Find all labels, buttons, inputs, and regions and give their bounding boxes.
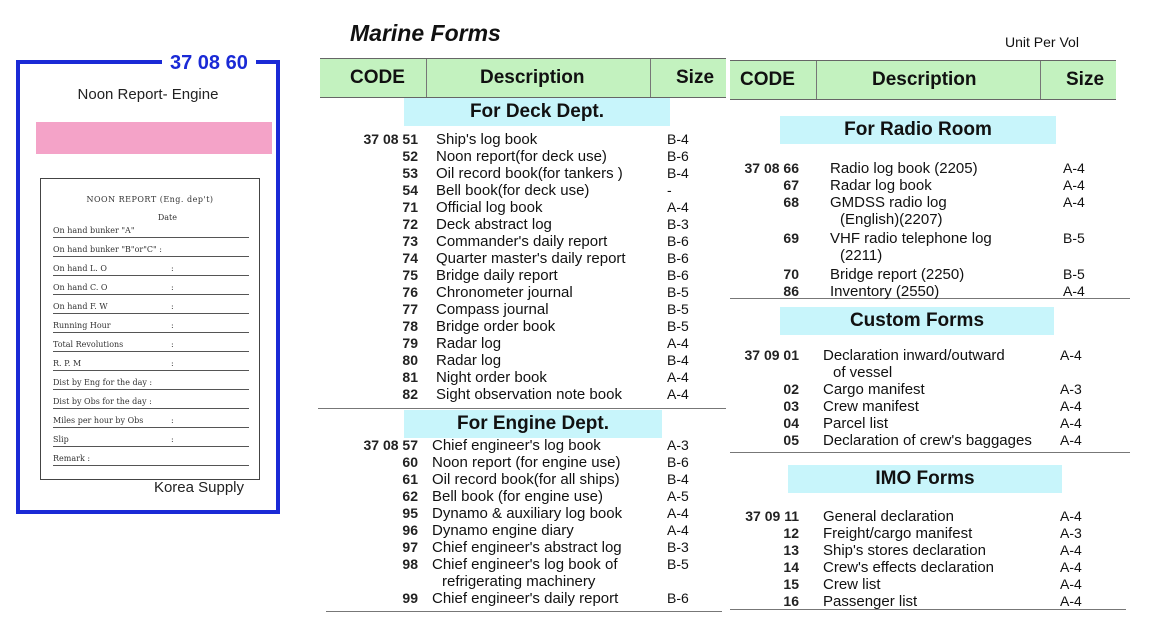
item-code: 74 bbox=[402, 250, 418, 266]
item-code: 53 bbox=[402, 165, 418, 181]
form-preview-row-label: On hand C. O bbox=[53, 283, 108, 292]
item-code: 75 bbox=[402, 267, 418, 283]
item-code: 37 08 51 bbox=[363, 131, 418, 147]
form-preview-row-label: R. P. M bbox=[53, 359, 82, 368]
item-size: A-4 bbox=[667, 505, 689, 521]
form-preview-row bbox=[53, 371, 249, 390]
item-description: Dynamo & auxiliary log book bbox=[432, 505, 623, 522]
form-preview-row bbox=[53, 352, 249, 371]
form-preview-row bbox=[53, 238, 249, 257]
item-description: Declaration inward/outward bbox=[823, 347, 1005, 364]
item-description: Bell book (for engine use) bbox=[432, 488, 603, 505]
item-code: 99 bbox=[402, 590, 418, 606]
form-preview-row-label: Running Hour bbox=[53, 321, 111, 330]
item-code: 54 bbox=[402, 182, 418, 198]
item-code: 98 bbox=[402, 556, 418, 572]
item-code: 73 bbox=[402, 233, 418, 249]
form-preview-row-label: Remark : bbox=[53, 454, 91, 463]
item-size: A-4 bbox=[1060, 347, 1082, 363]
item-code: 37 08 66 bbox=[744, 160, 799, 176]
item-size: B-4 bbox=[667, 165, 689, 181]
form-preview-row-colon: : bbox=[171, 264, 174, 273]
item-description-continued: (2211) bbox=[840, 247, 883, 264]
form-preview-rows bbox=[53, 219, 249, 466]
table-header-left bbox=[320, 58, 726, 98]
divider bbox=[730, 452, 1130, 453]
pink-band bbox=[36, 122, 272, 154]
section-deck-title: For Deck Dept. bbox=[404, 98, 670, 126]
item-description: Sight observation note book bbox=[436, 386, 622, 403]
form-preview-row bbox=[53, 428, 249, 447]
header-size: Size bbox=[1066, 69, 1105, 90]
item-code: 37 08 57 bbox=[363, 437, 418, 453]
item-size: A-3 bbox=[667, 437, 689, 453]
item-description: VHF radio telephone log bbox=[830, 230, 992, 247]
item-description: Bridge daily report bbox=[436, 267, 558, 284]
item-code: 04 bbox=[783, 415, 799, 431]
form-preview-row-label: On hand L. O bbox=[53, 264, 107, 273]
item-size: A-4 bbox=[1063, 160, 1085, 176]
form-preview-row-label: Dist by Obs for the day : bbox=[53, 397, 152, 406]
header-size: Size bbox=[676, 67, 715, 88]
item-size: B-4 bbox=[667, 471, 689, 487]
item-code: 71 bbox=[402, 199, 418, 215]
item-description: GMDSS radio log bbox=[830, 194, 947, 211]
item-size: A-4 bbox=[1060, 432, 1082, 448]
item-size: B-6 bbox=[667, 267, 689, 283]
form-preview-row-colon: : bbox=[171, 302, 174, 311]
item-description: Bridge report (2250) bbox=[830, 266, 965, 283]
item-size: B-5 bbox=[1063, 266, 1085, 282]
item-code: 78 bbox=[402, 318, 418, 334]
section-custom-title: Custom Forms bbox=[780, 307, 1054, 335]
item-description: Crew's effects declaration bbox=[823, 559, 994, 576]
item-code: 61 bbox=[402, 471, 418, 487]
item-code: 03 bbox=[783, 398, 799, 414]
form-preview-row-colon: : bbox=[171, 283, 174, 292]
form-preview-row bbox=[53, 447, 249, 466]
item-code: 62 bbox=[402, 488, 418, 504]
item-description: Freight/cargo manifest bbox=[823, 525, 973, 542]
unit-note: Unit Per Vol bbox=[1005, 34, 1079, 50]
item-description: Crew list bbox=[823, 576, 881, 593]
item-code: 15 bbox=[783, 576, 799, 592]
form-preview-row-label: Slip bbox=[53, 435, 69, 444]
item-description: Oil record book(for tankers ) bbox=[436, 165, 623, 182]
form-preview-row-colon: : bbox=[171, 321, 174, 330]
form-preview-date-label: Date bbox=[157, 213, 177, 222]
item-description: Passenger list bbox=[823, 593, 918, 610]
section-engine-title: For Engine Dept. bbox=[404, 410, 662, 438]
item-size: A-4 bbox=[1060, 508, 1082, 524]
item-description: Dynamo engine diary bbox=[432, 522, 574, 539]
item-size: A-3 bbox=[1060, 525, 1082, 541]
item-size: B-5 bbox=[1063, 230, 1085, 246]
item-description: Declaration of crew's baggages bbox=[823, 432, 1032, 449]
item-description: Commander's daily report bbox=[436, 233, 608, 250]
item-code: 82 bbox=[402, 386, 418, 402]
header-description: Description bbox=[480, 67, 585, 88]
item-code: 72 bbox=[402, 216, 418, 232]
form-preview bbox=[40, 178, 260, 480]
item-description: Radar log bbox=[436, 335, 502, 352]
item-description: Radio log book (2205) bbox=[830, 160, 978, 177]
form-preview-row-colon: : bbox=[171, 340, 174, 349]
form-preview-row bbox=[53, 314, 249, 333]
divider bbox=[326, 611, 722, 612]
item-description: Chief engineer's log book bbox=[432, 437, 601, 454]
item-size: A-4 bbox=[667, 369, 689, 385]
form-preview-row-colon: : bbox=[171, 416, 174, 425]
item-size: A-4 bbox=[1063, 194, 1085, 210]
item-description: Parcel list bbox=[823, 415, 889, 432]
item-description: Bridge order book bbox=[436, 318, 556, 335]
item-description: Night order book bbox=[436, 369, 547, 386]
header-code: CODE bbox=[740, 69, 795, 90]
item-code: 76 bbox=[402, 284, 418, 300]
item-size: B-3 bbox=[667, 216, 689, 232]
item-size: A-4 bbox=[1060, 576, 1082, 592]
item-size: A-4 bbox=[1063, 177, 1085, 193]
item-size: A-4 bbox=[667, 335, 689, 351]
item-size: A-4 bbox=[667, 199, 689, 215]
item-description: Noon report (for engine use) bbox=[432, 454, 621, 471]
form-preview-row-label: On hand bunker "A" bbox=[53, 226, 135, 235]
item-size: A-4 bbox=[1060, 398, 1082, 414]
form-preview-row bbox=[53, 409, 249, 428]
item-description: General declaration bbox=[823, 508, 954, 525]
item-description: Quarter master's daily report bbox=[436, 250, 626, 267]
item-size: A-4 bbox=[1060, 559, 1082, 575]
item-size: B-6 bbox=[667, 233, 689, 249]
item-code: 37 09 01 bbox=[744, 347, 799, 363]
item-code: 68 bbox=[783, 194, 799, 210]
form-preview-row-colon: : bbox=[171, 359, 174, 368]
item-size: B-5 bbox=[667, 556, 689, 572]
item-code: 77 bbox=[402, 301, 418, 317]
item-description: Crew manifest bbox=[823, 398, 919, 415]
item-size: A-4 bbox=[1063, 283, 1085, 299]
item-code: 02 bbox=[783, 381, 799, 397]
item-size: A-4 bbox=[667, 522, 689, 538]
item-description-continued: of vessel bbox=[833, 364, 893, 381]
item-code: 80 bbox=[402, 352, 418, 368]
item-code: 05 bbox=[783, 432, 799, 448]
item-description: Official log book bbox=[436, 199, 543, 216]
item-description: Bell book(for deck use) bbox=[436, 182, 590, 199]
item-size: - bbox=[667, 182, 672, 198]
item-code: 86 bbox=[783, 283, 799, 299]
item-size: B-6 bbox=[667, 590, 689, 606]
form-preview-row-label: On hand bunker "B"or"C" : bbox=[53, 245, 162, 254]
form-preview-row-label: Total Revolutions bbox=[53, 340, 124, 349]
item-code: 13 bbox=[783, 542, 799, 558]
item-size: B-5 bbox=[667, 318, 689, 334]
item-code: 70 bbox=[783, 266, 799, 282]
item-code: 97 bbox=[402, 539, 418, 555]
item-description: Ship's log book bbox=[436, 131, 538, 148]
form-preview-row-label: On hand F. W bbox=[53, 302, 108, 311]
item-description: Chief engineer's log book of bbox=[432, 556, 618, 573]
table-header-right bbox=[730, 60, 1116, 100]
item-description: Compass journal bbox=[436, 301, 549, 318]
brand-name: Korea Supply bbox=[153, 479, 244, 496]
page-title: Marine Forms bbox=[350, 20, 501, 46]
item-code: 37 09 11 bbox=[745, 508, 799, 524]
item-size: A-4 bbox=[667, 386, 689, 402]
item-size: B-6 bbox=[667, 454, 689, 470]
item-code: 69 bbox=[783, 230, 799, 246]
divider bbox=[318, 408, 726, 409]
product-code: 37 08 60 bbox=[162, 52, 256, 75]
item-size: B-5 bbox=[667, 301, 689, 317]
item-size: B-4 bbox=[667, 352, 689, 368]
item-description: Chief engineer's abstract log bbox=[432, 539, 622, 556]
product-card bbox=[16, 60, 280, 514]
item-size: A-4 bbox=[1060, 593, 1082, 609]
item-size: B-6 bbox=[667, 148, 689, 164]
item-size: B-5 bbox=[667, 284, 689, 300]
item-description: Noon report(for deck use) bbox=[436, 148, 607, 165]
item-code: 95 bbox=[402, 505, 418, 521]
item-code: 16 bbox=[783, 593, 799, 609]
product-title: Noon Report- Engine bbox=[77, 86, 219, 103]
item-description-continued: (English)(2207) bbox=[840, 211, 943, 228]
item-code: 96 bbox=[402, 522, 418, 538]
form-preview-row bbox=[53, 219, 249, 238]
item-description: Inventory (2550) bbox=[830, 283, 940, 300]
form-preview-row bbox=[53, 390, 249, 409]
item-code: 60 bbox=[402, 454, 418, 470]
form-preview-row bbox=[53, 295, 249, 314]
item-code: 12 bbox=[783, 525, 799, 541]
item-description: Cargo manifest bbox=[823, 381, 925, 398]
header-code: CODE bbox=[350, 67, 405, 88]
item-size: A-3 bbox=[1060, 381, 1082, 397]
item-description: Chronometer journal bbox=[436, 284, 573, 301]
header-description: Description bbox=[872, 69, 977, 90]
form-preview-row bbox=[53, 276, 249, 295]
form-preview-row-label: Dist by Eng for the day : bbox=[53, 378, 153, 387]
item-description: Ship's stores declaration bbox=[823, 542, 986, 559]
item-description: Radar log bbox=[436, 352, 502, 369]
item-size: B-6 bbox=[667, 250, 689, 266]
item-size: A-4 bbox=[1060, 415, 1082, 431]
section-radio-title: For Radio Room bbox=[780, 116, 1056, 144]
item-description: Deck abstract log bbox=[436, 216, 552, 233]
item-description-continued: refrigerating machinery bbox=[442, 573, 596, 590]
form-preview-title: NOON REPORT (Eng. dep't) bbox=[86, 195, 214, 204]
item-code: 52 bbox=[402, 148, 418, 164]
form-preview-row-label: Miles per hour by Obs bbox=[53, 416, 144, 425]
form-preview-row-colon: : bbox=[171, 435, 174, 444]
item-code: 67 bbox=[783, 177, 799, 193]
form-preview-row bbox=[53, 257, 249, 276]
section-imo-title: IMO Forms bbox=[788, 465, 1062, 493]
item-size: A-5 bbox=[667, 488, 689, 504]
item-description: Radar log book bbox=[830, 177, 932, 194]
item-code: 81 bbox=[402, 369, 418, 385]
form-preview-row bbox=[53, 333, 249, 352]
item-code: 14 bbox=[783, 559, 799, 575]
item-code: 79 bbox=[402, 335, 418, 351]
item-description: Chief engineer's daily report bbox=[432, 590, 619, 607]
item-description: Oil record book(for all ships) bbox=[432, 471, 620, 488]
item-size: B-3 bbox=[667, 539, 689, 555]
item-size: A-4 bbox=[1060, 542, 1082, 558]
item-size: B-4 bbox=[667, 131, 689, 147]
